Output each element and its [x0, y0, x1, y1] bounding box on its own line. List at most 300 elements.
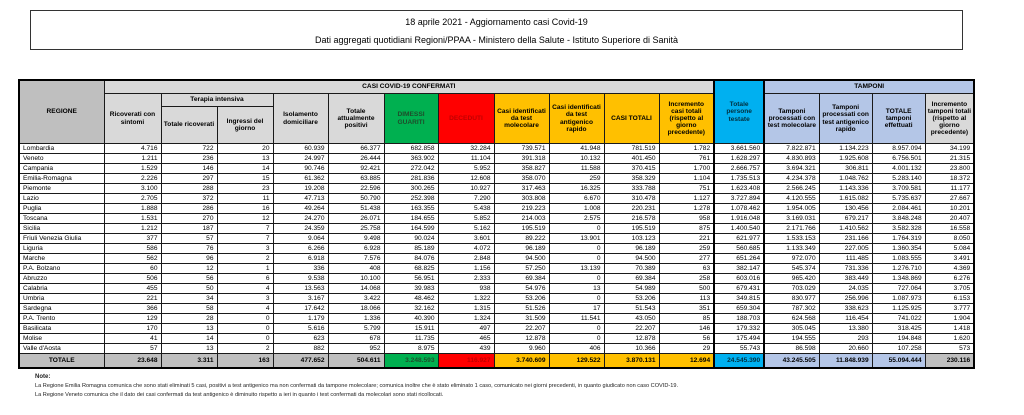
data-cell: 53.206 [604, 294, 659, 304]
header-casi-antigenico: Casi identificati da test antigenico rapido [549, 94, 604, 144]
data-cell: 952 [328, 344, 384, 354]
data-cell: 3 [217, 294, 273, 304]
data-cell: 875 [659, 224, 714, 234]
table-row [19, 324, 974, 334]
data-cell: 363.902 [384, 154, 438, 164]
data-cell: 24.035 [819, 284, 872, 294]
total-row [19, 354, 974, 369]
header-deceduti: DECEDUTI [438, 94, 494, 144]
data-cell: 184.655 [384, 214, 438, 224]
data-cell: 130.456 [819, 204, 872, 214]
data-cell: 68.825 [384, 264, 438, 274]
data-cell: 4 [217, 284, 273, 294]
data-cell: 382.147 [714, 264, 764, 274]
total-cell: 11.848.939 [819, 354, 872, 369]
data-cell: 303.808 [494, 194, 549, 204]
note-emilia-romagna: La Regione Emilia Romagna comunica che sono stati eliminati 5 casi, positivi a test antigenico ma non confermati da tampone molecolare; comunica inoltre che è stato eliminato 1 caso, comunicato nei giorni precedenti, in quanto giudicato non caso COVID-19. [35, 383, 679, 389]
data-cell: 372 [161, 194, 217, 204]
table-row [19, 244, 974, 254]
region-name: P.A. Trento [19, 314, 104, 324]
data-cell: 92.421 [328, 164, 384, 174]
header-incremento-casi: Incremento casi totali (rispetto al giorno precedente) [659, 94, 714, 144]
table-header [19, 80, 974, 144]
data-cell: 5.616 [273, 324, 328, 334]
data-cell: 9.960 [494, 344, 549, 354]
data-cell: 1 [217, 264, 273, 274]
header-casi-molecolare: Casi identificati da test molecolare [494, 94, 549, 144]
data-cell: 2.566.245 [764, 184, 819, 194]
data-cell: 1.211 [104, 154, 161, 164]
data-cell: 175.494 [714, 334, 764, 344]
data-cell: 24.997 [273, 154, 328, 164]
data-cell: 2.575 [549, 214, 604, 224]
data-cell: 84.076 [384, 254, 438, 264]
data-cell: 6.276 [925, 274, 974, 284]
data-cell: 586 [104, 244, 161, 254]
header-ti-ingressi: Ingressi del giorno [217, 107, 273, 144]
data-cell: 4.234.378 [764, 174, 819, 184]
data-cell: 358.827 [494, 164, 549, 174]
data-cell: 103.123 [604, 234, 659, 244]
data-cell: 231.166 [819, 234, 872, 244]
data-cell: 4 [217, 304, 273, 314]
data-cell: 50.790 [328, 194, 384, 204]
data-cell: 220.231 [604, 204, 659, 214]
data-cell: 603.016 [714, 274, 764, 284]
data-cell: 54.989 [604, 284, 659, 294]
data-cell: 6.928 [328, 244, 384, 254]
data-cell: 3.601 [438, 234, 494, 244]
data-cell: 13.380 [819, 324, 872, 334]
data-cell: 5.283.140 [872, 174, 925, 184]
data-cell: 6.266 [273, 244, 328, 254]
data-cell: 3.661.560 [714, 144, 764, 154]
data-cell: 0 [549, 294, 604, 304]
data-cell: 751 [659, 184, 714, 194]
header-tamponi-molecolare: Tamponi processati con test molecolare [764, 94, 819, 144]
data-cell: 51.438 [328, 204, 384, 214]
data-cell: 12 [217, 214, 273, 224]
total-cell: 3.740.609 [494, 354, 549, 369]
data-cell: 4.120.555 [764, 194, 819, 204]
data-cell: 2 [217, 254, 273, 264]
report-subtitle: Dati aggregati quotidiani Regioni/PPAA - Ministero della Salute - Istituto Superiore di Sanità [314, 35, 679, 45]
region-name: Umbria [19, 294, 104, 304]
region-name: Marche [19, 254, 104, 264]
data-cell: 57 [161, 234, 217, 244]
data-cell: 5.438 [438, 204, 494, 214]
data-cell: 8.957.094 [872, 144, 925, 154]
data-cell: 1.418 [925, 324, 974, 334]
region-name: Basilicata [19, 324, 104, 334]
data-cell: 2.333 [438, 274, 494, 284]
header-ti-totale: Totale ricoverati [161, 107, 217, 144]
data-cell: 722 [161, 144, 217, 154]
data-cell: 370.415 [604, 164, 659, 174]
data-cell: 7 [217, 224, 273, 234]
data-cell: 12 [161, 264, 217, 274]
region-name: Molise [19, 334, 104, 344]
data-cell: 0 [217, 334, 273, 344]
data-cell: 41 [104, 334, 161, 344]
data-cell: 401.450 [604, 154, 659, 164]
data-cell: 679.431 [714, 284, 764, 294]
data-cell: 163.355 [384, 204, 438, 214]
data-cell: 221 [659, 234, 714, 244]
data-cell: 4.830.893 [764, 154, 819, 164]
table-row [19, 184, 974, 194]
data-cell: 366 [104, 304, 161, 314]
data-cell: 4.072 [438, 244, 494, 254]
data-cell: 96.189 [494, 244, 549, 254]
data-cell: 383.449 [819, 274, 872, 284]
data-cell: 20.407 [925, 214, 974, 224]
data-cell: 27.667 [925, 194, 974, 204]
data-cell: 11 [217, 194, 273, 204]
region-name: Lombardia [19, 144, 104, 154]
region-name: Valle d'Aosta [19, 344, 104, 354]
data-cell: 20 [217, 144, 273, 154]
data-cell: 0 [549, 334, 604, 344]
table-row [19, 254, 974, 264]
header-incremento-tamponi: Incremento tamponi totali (rispetto al giorno precedente) [925, 94, 974, 144]
data-cell: 146 [161, 164, 217, 174]
data-cell: 6.756.501 [872, 154, 925, 164]
region-name: Calabria [19, 284, 104, 294]
data-cell: 3.777 [925, 304, 974, 314]
data-cell: 1.133.349 [764, 244, 819, 254]
data-cell: 63.885 [328, 174, 384, 184]
data-cell: 703.029 [764, 284, 819, 294]
data-cell: 50 [161, 284, 217, 294]
data-cell: 761 [659, 154, 714, 164]
header-tamponi-totale: TOTALE tamponi effettuati [872, 94, 925, 144]
data-cell: 682.858 [384, 144, 438, 154]
data-cell: 32.284 [438, 144, 494, 154]
data-cell: 13.901 [549, 234, 604, 244]
data-cell: 57.250 [494, 264, 549, 274]
data-cell: 659.304 [714, 304, 764, 314]
total-cell: 43.245.505 [764, 354, 819, 369]
data-cell: 69.384 [604, 274, 659, 284]
data-cell: 317.463 [494, 184, 549, 194]
region-name: Toscana [19, 214, 104, 224]
data-cell: 16.325 [549, 184, 604, 194]
data-cell: 26.444 [328, 154, 384, 164]
data-cell: 25.758 [328, 224, 384, 234]
data-cell: 195.519 [604, 224, 659, 234]
data-cell: 560.685 [714, 244, 764, 254]
table-row [19, 214, 974, 224]
data-cell: 787.302 [764, 304, 819, 314]
data-cell: 56 [659, 334, 714, 344]
data-cell: 1.410.562 [819, 224, 872, 234]
total-label: TOTALE [19, 354, 104, 369]
data-cell: 96.189 [604, 244, 659, 254]
data-cell: 5.799 [328, 324, 384, 334]
report-header [30, 10, 963, 50]
data-cell: 56.951 [384, 274, 438, 284]
data-cell: 1.700 [659, 164, 714, 174]
data-cell: 938 [438, 284, 494, 294]
data-cell: 22.596 [328, 184, 384, 194]
data-cell: 195.519 [494, 224, 549, 234]
data-cell: 216.578 [604, 214, 659, 224]
data-cell: 21.315 [925, 154, 974, 164]
table-row [19, 144, 974, 154]
data-cell: 3.848.248 [872, 214, 925, 224]
header-tamponi-antigenico: Tamponi processati con test antigenico rapido [819, 94, 872, 144]
data-cell: 16 [217, 204, 273, 214]
data-cell: 3.169.031 [764, 214, 819, 224]
data-cell: 1.008 [549, 204, 604, 214]
data-cell: 188.703 [714, 314, 764, 324]
data-cell: 3.100 [104, 184, 161, 194]
region-name: Liguria [19, 244, 104, 254]
data-cell: 1.078.462 [714, 204, 764, 214]
data-cell: 1.904 [925, 314, 974, 324]
data-cell: 3.167 [273, 294, 328, 304]
data-cell: 408 [328, 264, 384, 274]
data-cell: 29 [659, 344, 714, 354]
region-name: Sardegna [19, 304, 104, 314]
data-cell: 3.709.581 [872, 184, 925, 194]
data-cell: 96 [161, 254, 217, 264]
data-cell: 1.764.319 [872, 234, 925, 244]
data-cell: 14.068 [328, 284, 384, 294]
data-cell: 391.318 [494, 154, 549, 164]
data-cell: 23.800 [925, 164, 974, 174]
data-cell: 11.104 [438, 154, 494, 164]
data-cell: 58 [161, 304, 217, 314]
data-cell: 1.348.869 [872, 274, 925, 284]
data-cell: 1.324 [438, 314, 494, 324]
table-row [19, 284, 974, 294]
data-cell: 6.918 [273, 254, 328, 264]
data-cell: 0 [217, 314, 273, 324]
data-cell: 5.084 [925, 244, 974, 254]
data-cell: 164.599 [384, 224, 438, 234]
data-cell: 338.623 [819, 304, 872, 314]
data-cell: 6.670 [549, 194, 604, 204]
data-cell: 69.384 [494, 274, 549, 284]
data-cell: 1.278 [659, 204, 714, 214]
data-cell: 53.206 [494, 294, 549, 304]
data-cell: 958 [659, 214, 714, 224]
data-cell: 1.134.223 [819, 144, 872, 154]
data-cell: 111.485 [819, 254, 872, 264]
data-cell: 5.852 [438, 214, 494, 224]
total-cell: 3.311 [161, 354, 217, 369]
data-cell: 406 [549, 344, 604, 354]
data-cell: 0 [549, 254, 604, 264]
total-cell: 3.870.131 [604, 354, 659, 369]
data-cell: 41.948 [549, 144, 604, 154]
data-cell: 286 [161, 204, 217, 214]
covid-data-table [18, 79, 975, 369]
data-cell: 500 [659, 284, 714, 294]
data-cell: 1.125.925 [872, 304, 925, 314]
data-cell: 259 [659, 244, 714, 254]
data-cell: 5.735.637 [872, 194, 925, 204]
data-cell: 358.329 [604, 174, 659, 184]
data-cell: 1.179 [273, 314, 328, 324]
data-cell: 623 [273, 334, 328, 344]
data-cell: 86.598 [764, 344, 819, 354]
data-cell: 24.359 [273, 224, 328, 234]
data-cell: 349.815 [714, 294, 764, 304]
data-cell: 57 [104, 344, 161, 354]
total-cell: 55.094.444 [872, 354, 925, 369]
data-cell: 5.162 [438, 224, 494, 234]
data-cell: 333.788 [604, 184, 659, 194]
data-cell: 10.100 [328, 274, 384, 284]
data-cell: 272.042 [384, 164, 438, 174]
data-cell: 2.666.757 [714, 164, 764, 174]
data-cell: 2.226 [104, 174, 161, 184]
data-cell: 15.911 [384, 324, 438, 334]
data-cell: 1.048.762 [819, 174, 872, 184]
header-isolamento: Isolamento domiciliare [273, 94, 328, 144]
data-cell: 439 [438, 344, 494, 354]
data-cell: 3.694.321 [764, 164, 819, 174]
data-cell: 40.390 [384, 314, 438, 324]
data-cell: 7.576 [328, 254, 384, 264]
data-cell: 1.529 [104, 164, 161, 174]
region-name: P.A. Bolzano [19, 264, 104, 274]
data-cell: 0 [549, 244, 604, 254]
data-cell: 221 [104, 294, 161, 304]
data-cell: 679.217 [819, 214, 872, 224]
note-veneto: La Regione Veneto comunica che il dato dei casi confermati da test antigenico è diminuito rispetto a ieri in quanto i test confermati da molecolari sono stati ricollocati. [35, 392, 444, 398]
data-cell: 194.848 [872, 334, 925, 344]
data-cell: 9.538 [273, 274, 328, 284]
data-cell: 465 [438, 334, 494, 344]
data-cell: 13 [161, 324, 217, 334]
header-band-casi-confermati: CASI COVID-19 CONFERMATI [104, 80, 714, 94]
data-cell: 85.189 [384, 244, 438, 254]
total-cell: 504.611 [328, 354, 384, 369]
data-cell: 358.070 [494, 174, 549, 184]
data-cell: 277 [659, 254, 714, 264]
data-cell: 1.087.973 [872, 294, 925, 304]
region-name: Sicilia [19, 224, 104, 234]
data-cell: 1.533.153 [764, 234, 819, 244]
data-cell: 1.360.354 [872, 244, 925, 254]
data-cell: 49.264 [273, 204, 328, 214]
data-cell: 18.066 [328, 304, 384, 314]
data-cell: 12.608 [438, 174, 494, 184]
data-cell: 270 [161, 214, 217, 224]
data-cell: 34.199 [925, 144, 974, 154]
header-casi-totali: CASI TOTALI [604, 94, 659, 144]
table-row [19, 174, 974, 184]
data-cell: 51.543 [604, 304, 659, 314]
header-attualmente-positivi: Totale attualmente positivi [328, 94, 384, 144]
data-cell: 11.588 [549, 164, 604, 174]
total-cell: 23.648 [104, 354, 161, 369]
data-cell: 310.478 [604, 194, 659, 204]
region-name: Puglia [19, 204, 104, 214]
data-cell: 336 [273, 264, 328, 274]
data-cell: 318.425 [872, 324, 925, 334]
table-row [19, 274, 974, 284]
total-cell: 12.694 [659, 354, 714, 369]
data-cell: 1.083.555 [872, 254, 925, 264]
data-cell: 7.290 [438, 194, 494, 204]
data-cell: 781.519 [604, 144, 659, 154]
table-row [19, 164, 974, 174]
data-cell: 90.024 [384, 234, 438, 244]
data-cell: 731.336 [819, 264, 872, 274]
data-cell: 256.996 [819, 294, 872, 304]
total-cell: 230.116 [925, 354, 974, 369]
data-cell: 1.925.608 [819, 154, 872, 164]
data-cell: 22.207 [604, 324, 659, 334]
data-cell: 12.878 [604, 334, 659, 344]
data-cell: 13.139 [549, 264, 604, 274]
data-cell: 3.582.328 [872, 224, 925, 234]
data-cell: 573 [925, 344, 974, 354]
data-cell: 18.372 [925, 174, 974, 184]
data-cell: 70.389 [604, 264, 659, 274]
total-cell: 129.522 [549, 354, 604, 369]
data-cell: 107.258 [872, 344, 925, 354]
data-cell: 10.132 [549, 154, 604, 164]
data-cell: 506 [104, 274, 161, 284]
data-cell: 170 [104, 324, 161, 334]
data-cell: 194.555 [764, 334, 819, 344]
total-cell: 24.545.390 [714, 354, 764, 369]
table-row [19, 234, 974, 244]
data-cell: 39.983 [384, 284, 438, 294]
data-cell: 10.927 [438, 184, 494, 194]
data-cell: 23 [217, 184, 273, 194]
data-cell: 94.500 [494, 254, 549, 264]
data-cell: 1.531 [104, 214, 161, 224]
data-cell: 11.177 [925, 184, 974, 194]
data-cell: 10.201 [925, 204, 974, 214]
data-cell: 63 [659, 264, 714, 274]
data-cell: 0 [549, 224, 604, 234]
table-row [19, 294, 974, 304]
data-cell: 56 [161, 274, 217, 284]
data-cell: 259 [549, 174, 604, 184]
data-cell: 2.848 [438, 254, 494, 264]
data-cell: 651.264 [714, 254, 764, 264]
data-cell: 214.003 [494, 214, 549, 224]
data-cell: 727.064 [872, 284, 925, 294]
data-cell: 76 [161, 244, 217, 254]
data-cell: 179.332 [714, 324, 764, 334]
region-name: Abruzzo [19, 274, 104, 284]
data-cell: 146 [659, 324, 714, 334]
table-row [19, 154, 974, 164]
data-cell: 972.070 [764, 254, 819, 264]
data-cell: 8.975 [384, 344, 438, 354]
data-cell: 129 [104, 314, 161, 324]
data-cell: 4.001.132 [872, 164, 925, 174]
data-cell: 89.222 [494, 234, 549, 244]
header-persone-testate: Totale persone testate [714, 80, 764, 144]
footnotes [35, 374, 995, 398]
data-cell: 1.104 [659, 174, 714, 184]
data-cell: 377 [104, 234, 161, 244]
data-cell: 28 [161, 314, 217, 324]
data-cell: 1.954.005 [764, 204, 819, 214]
data-cell: 31.509 [494, 314, 549, 324]
data-cell: 3.491 [925, 254, 974, 264]
